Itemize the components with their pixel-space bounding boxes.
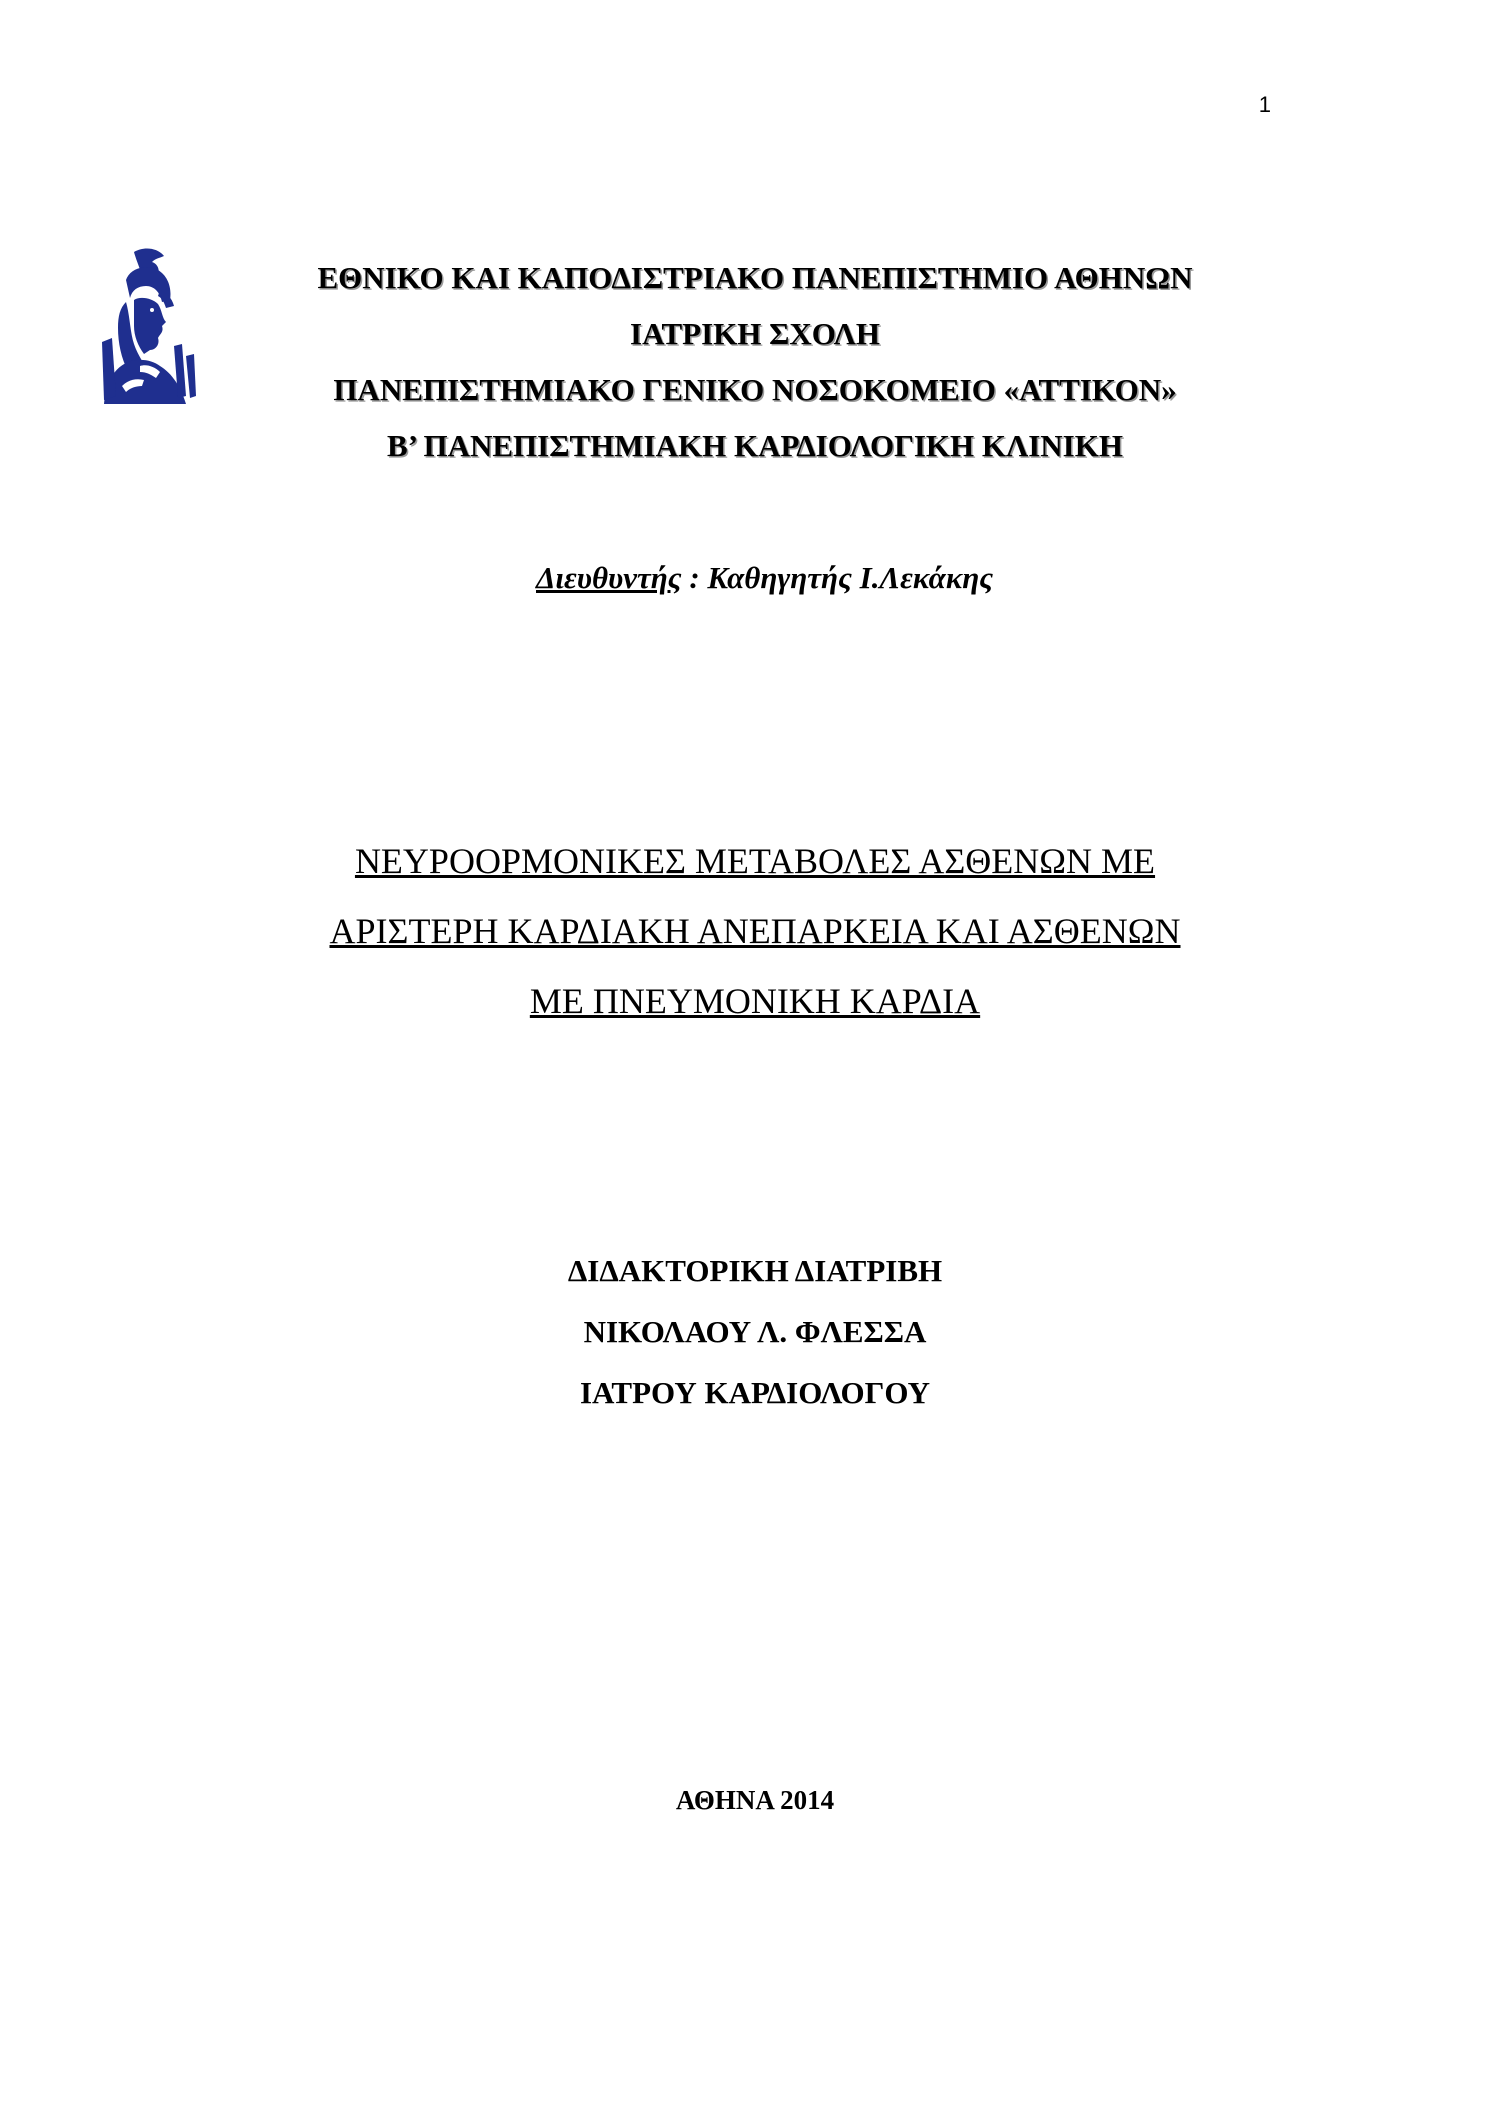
author-name: ΝΙΚΟΛΑΟΥ Λ. ΦΛΕΣΣΑ: [583, 1314, 927, 1349]
page-number: 1: [1258, 92, 1271, 117]
header-school: ΙΑΤΡΙΚΗ ΣΧΟΛΗ: [630, 316, 880, 351]
thesis-title-line: ΝΕΥΡΟΟΡΜΟΝΙΚΕΣ ΜΕΤΑΒΟΛΕΣ ΑΣΘΕΝΩΝ ΜΕ: [354, 841, 1156, 881]
thesis-title-line: ΑΡΙΣΤΕΡΗ ΚΑΡΔΙΑΚΗ ΑΝΕΠΑΡΚΕΙΑ ΚΑΙ ΑΣΘΕΝΩΝ: [329, 911, 1181, 951]
institution-header: [200, 250, 1310, 474]
thesis-title: [200, 826, 1310, 1036]
header-university: ΕΘΝΙΚΟ ΚΑΙ ΚΑΠΟΔΙΣΤΡΙΑΚΟ ΠΑΝΕΠΙΣΤΗΜΙΟ ΑΘΗΝΩΝ: [317, 260, 1193, 295]
director-role: Διευθυντής: [536, 560, 682, 595]
director-separator: :: [681, 560, 708, 595]
header-hospital: ΠΑΝΕΠΙΣΤΗΜΙΑΚΟ ΓΕΝΙΚΟ ΝΟΣΟΚΟΜΕΙΟ «ΑΤΤΙΚΟΝ»: [333, 372, 1177, 407]
director-line: [536, 560, 993, 596]
header-clinic: Β’ ΠΑΝΕΠΙΣΤΗΜΙΑΚΗ ΚΑΡΔΙΟΛΟΓΙΚΗ ΚΛΙΝΙΚΗ: [387, 428, 1123, 463]
place-year: ΑΘΗΝΑ 2014: [675, 1785, 835, 1815]
author-block: [200, 1240, 1310, 1423]
author-title: ΙΑΤΡΟΥ ΚΑΡΔΙΟΛΟΓΟΥ: [579, 1375, 931, 1410]
document-type: ΔΙΔΑΚΤΟΡΙΚΗ ΔΙΑΤΡΙΒΗ: [567, 1253, 943, 1288]
thesis-title-line: ΜΕ ΠΝΕΥΜΟΝΙΚΗ ΚΑΡΔΙΑ: [529, 981, 981, 1021]
director-name: Καθηγητής Ι.Λεκάκης: [707, 560, 994, 595]
university-athena-logo-icon: [100, 246, 196, 406]
